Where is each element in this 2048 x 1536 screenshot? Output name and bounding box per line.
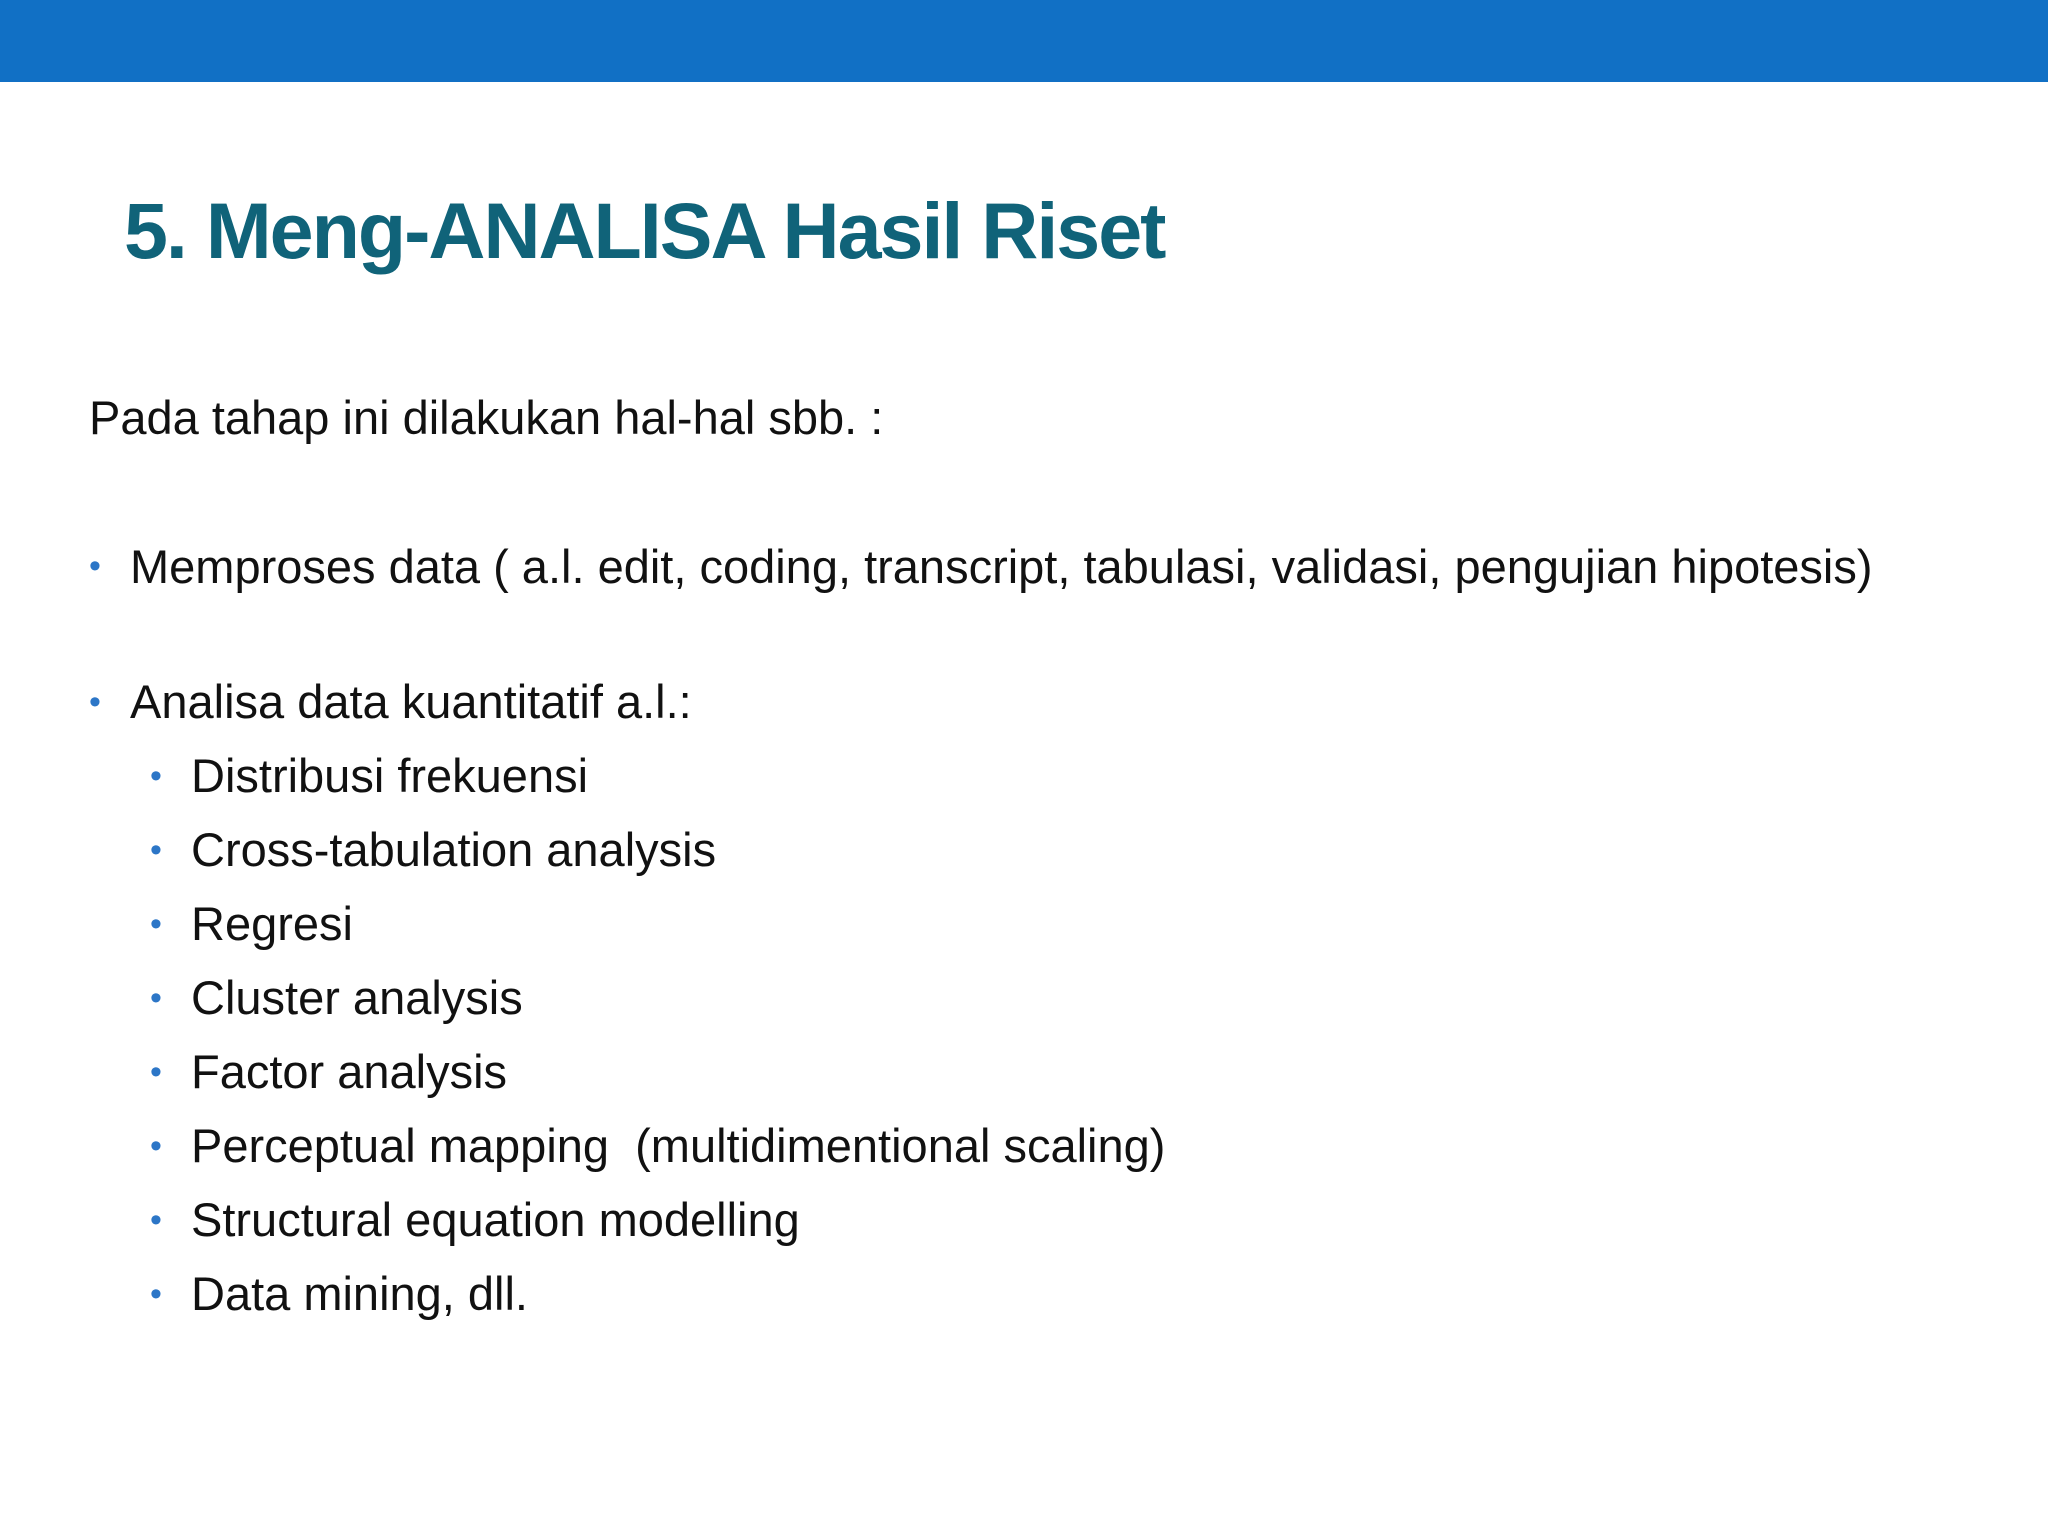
slide-title: 5. Meng-ANALISA Hasil Riset — [124, 186, 1165, 275]
bullet-text-processing-data: Memproses data ( a.l. edit, coding, transcript, tabulasi, validasi, pengujian hipotesis) — [130, 540, 1873, 593]
subitem-text: Perceptual mapping (multidimentional scaling) — [191, 1119, 1166, 1172]
bullet-icon: • — [150, 831, 162, 869]
bullet-icon: • — [150, 979, 162, 1017]
subitem-text: Cross-tabulation analysis — [191, 823, 717, 876]
bullet-text-quantitative-analysis: Analisa data kuantitatif a.l.: — [130, 675, 692, 728]
bullet-icon: • — [150, 1053, 162, 1091]
subitem-text: Factor analysis — [191, 1045, 508, 1098]
subitem-text: Structural equation modelling — [191, 1193, 800, 1246]
subitem-text: Regresi — [191, 897, 353, 950]
bullet-icon: • — [89, 547, 101, 585]
subitem-text: Data mining, dll. — [191, 1267, 528, 1320]
subitem-text: Cluster analysis — [191, 971, 523, 1024]
bullet-icon: • — [89, 683, 101, 721]
subitem-text: Distribusi frekuensi — [191, 749, 589, 802]
bullet-icon: • — [150, 757, 162, 795]
bullet-icon: • — [150, 1275, 162, 1313]
intro-text: Pada tahap ini dilakukan hal-hal sbb. : — [89, 391, 884, 444]
bullet-icon: • — [150, 1127, 162, 1165]
bullet-icon: • — [150, 1201, 162, 1239]
bullet-icon: • — [150, 905, 162, 943]
